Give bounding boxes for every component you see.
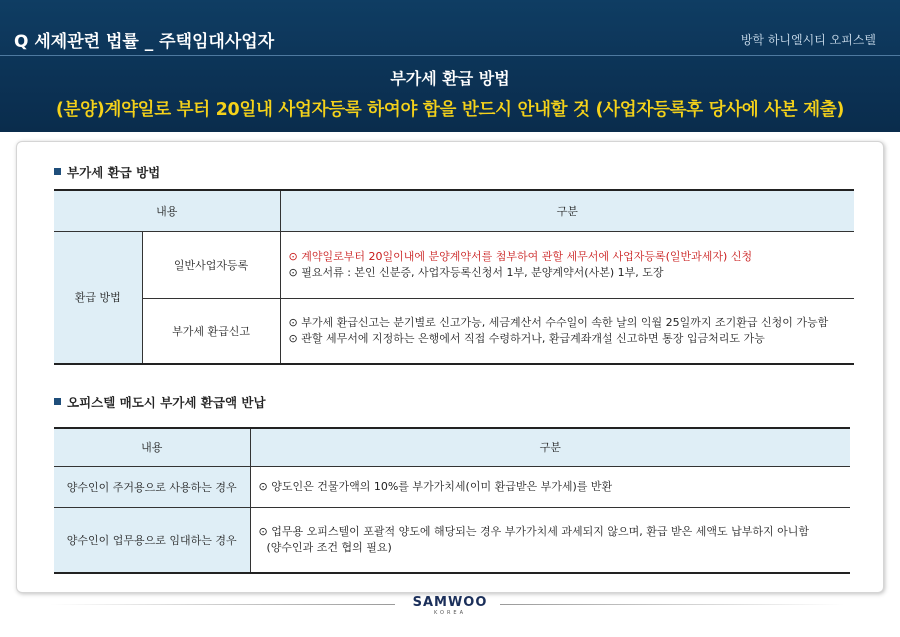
- refund-method-table: [54, 189, 854, 365]
- footer-divider-right: [500, 604, 845, 605]
- vat-return-table: [54, 427, 850, 574]
- square-bullet-icon: [54, 398, 61, 405]
- content-line: ⊙ 업무용 오피스텔이 포괄적 양도에 해당되는 경우 부가가치세 과세되지 않으며, 환급 받은 세액도 납부하지 아니함: [258, 524, 809, 538]
- content-line: ⊙ 부가세 환급신고는 분기별로 신고가능, 세금계산서 수수일이 속한 날의 익월 25일까지 조기환급 신청이 가능함: [288, 315, 829, 329]
- square-bullet-icon: [54, 168, 61, 175]
- content-line: (양수인과 조건 협의 필요): [266, 540, 392, 554]
- table-row: [54, 298, 854, 364]
- content-panel: [16, 141, 884, 593]
- footer-divider-left: [50, 604, 395, 605]
- page-header: [0, 0, 900, 132]
- row-content: [280, 231, 854, 298]
- project-name: 방학 하니엘시티 오피스텔: [740, 33, 876, 47]
- group-label: 환급 방법: [54, 231, 142, 364]
- row-label: 양수인이 주거용으로 사용하는 경우: [54, 466, 250, 507]
- column-header-category: 구분: [280, 190, 854, 231]
- section1-title: 부가세 환급 방법: [67, 165, 161, 180]
- section1-heading: [54, 163, 160, 181]
- notice-text: (분양)계약일로 부터 20일내 사업자등록 하여야 함을 반드시 안내할 것 (사업자등록후 당사에 사본 제출): [55, 100, 845, 120]
- section-heading: 부가세 환급 방법: [390, 69, 510, 88]
- page-title: Q 세제관련 법률 _ 주택임대사업자: [14, 32, 275, 52]
- row-label: 양수인이 업무용으로 임대하는 경우: [54, 507, 250, 573]
- content-line: ⊙ 관할 세무서에 지정하는 은행에서 직접 수령하거나, 환급계좌개설 신고하면 통장 입금처리도 가능: [288, 331, 765, 345]
- row-content: [250, 507, 850, 573]
- table-header-row: [54, 428, 850, 466]
- table-row: [54, 507, 850, 573]
- row-content: [280, 298, 854, 364]
- table-row: [54, 231, 854, 298]
- column-header-category: 구분: [250, 428, 850, 466]
- column-header-content: 내용: [54, 428, 250, 466]
- row-content: [250, 466, 850, 507]
- row-label: 부가세 환급신고: [142, 298, 280, 364]
- section2-title: 오피스텔 매도시 부가세 환급액 반납: [67, 395, 266, 410]
- logo-wordmark: SAMWOO: [412, 595, 488, 610]
- content-line: ⊙ 필요서류 : 본인 신분증, 사업자등록신청서 1부, 분양계약서(사본) 1부, 도장: [288, 265, 664, 279]
- section2-heading: [54, 393, 266, 411]
- content-line-highlight: ⊙ 계약일로부터 20일이내에 분양계약서를 첨부하여 관할 세무서에 사업자등록(일반과세자) 신청: [288, 249, 753, 263]
- logo-subtext: KOREA: [434, 610, 466, 616]
- table-header-row: [54, 190, 854, 231]
- row-label: 일반사업자등록: [142, 231, 280, 298]
- samwoo-logo: [400, 596, 500, 616]
- column-header-content: 내용: [54, 190, 280, 231]
- content-line: ⊙ 양도인은 건물가액의 10%를 부가가치세(이미 환급받은 부가세)를 반환: [258, 479, 613, 493]
- table-row: [54, 466, 850, 507]
- header-divider: [0, 55, 900, 56]
